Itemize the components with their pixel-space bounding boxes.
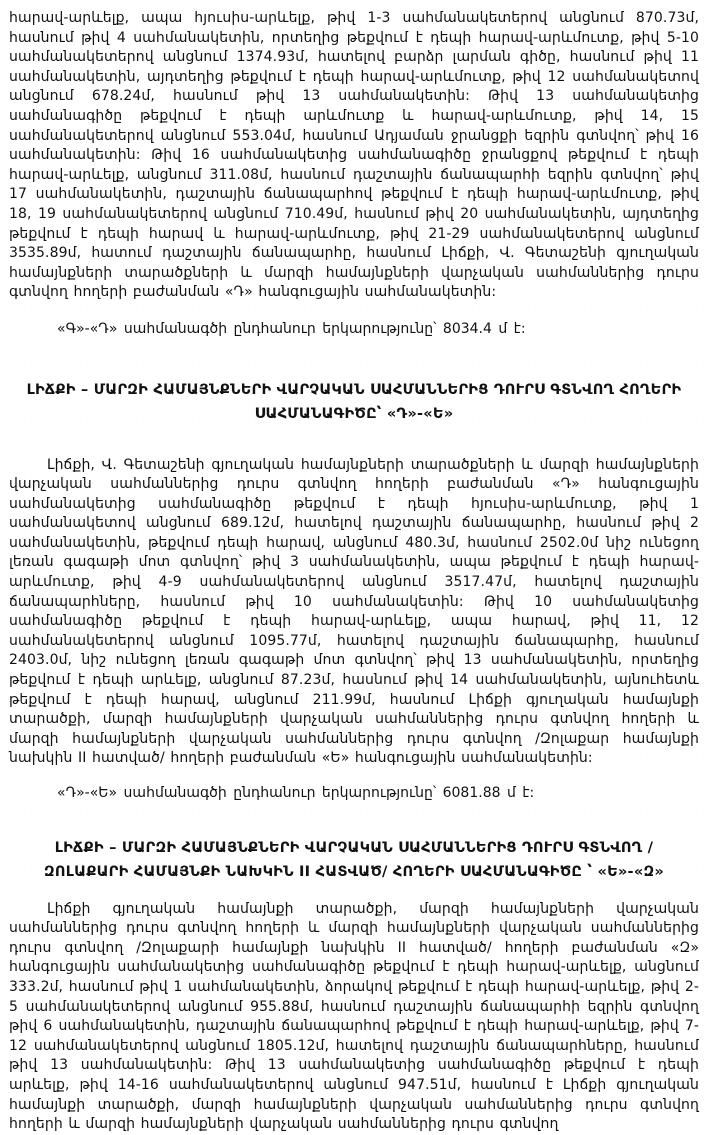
section-heading-ez: ԼԻՃՔԻ – ՄԱՐԶԻ ՀԱՄԱՅՆՔՆԵՐԻ ՎԱՐՉԱԿԱՆ ՍԱՀՄԱՆՆԵՐԻՑ ԴՈՒՐՍ ԳՏՆՎՈՂ /ԶՈԼԱՔԱՐԻ ՀԱՄԱՅՆՔԻ ՆԱԽԿԻՆ II ՀԱՏՎԱԾ/ ՀՈՂԵՐԻ ՍԱՀՄԱՆԱԳԻԾԸ ՝ «Ե»-«Զ» [44,838,664,880]
section-heading-de: ԼԻՃՔԻ – ՄԱՐԶԻ ՀԱՄԱՅՆՔՆԵՐԻ ՎԱՐՉԱԿԱՆ ՍԱՀՄԱՆՆԵՐԻՑ ԴՈՒՐՍ ԳՏՆՎՈՂ ՀՈՂԵՐԻ ՍԱՀՄԱՆԱԳԻԾԸ՝ «Դ»-«Ե» [26,380,682,422]
boundary-description-paragraph-de: Լիճքի, Վ. Գետաշենի գյուղական համայնքների տարածքների և մարզի համայնքների վարչական սահմաններից դուրս գտնվող հողերի բաժանման «Դ» հանգուցային սահմանակետից սահմանագիծը թեքվում է դեպի հյուսիս-արևմուտք, թիվ 1 սահմանակետով անցնում 689.12մ, հատելով դաշտային ճանապարհը, հասնում թիվ 2 սահմանակետին, թեքվում դեպի հարավ, անցնում 480.3մ, հասնում 2502.0մ նիշ ունեցող լեռան գագաթի մոտ գտնվող՝ թիվ 3 սահմանակետին, ապա թեքվում է դեպի հարավ-արևմուտք, թիվ 4-9 սահմանակետերով անցնում 3517.47մ, հատելով դաշտային ճանապարհները, հասնում թիվ 10 սահմանակետին: Թիվ 10 սահմանակետից սահմանագիծը թեքվում է դեպի հարավ-արևելք, ապա հարավ, թիվ 11, 12 սահմանակետերով անցնում 1095.77մ, հատելով դաշտային ճանապարհը, հասնում 2403.0մ, նիշ ունեցող լեռան գագաթի մոտ գտնվող՝ թիվ 13 սահմանակետին, որտեղից թեքվում է դեպի արևելք, անցնում 87.23մ, հասնում թիվ 14 սահմանակետին, այնուհետև թեքվում է դեպի հարավ, անցնում 211.99մ, հասնում Լիճքի գյուղական համայնքի տարածքի, մարզի համայնքների վարչական սահմաններից դուրս գտնվող հողերի և մարզի համայնքների վարչական սահմաններից դուրս գտնվող /Զոլաքար համայնքի նախկին II հատված/ հողերի բաժանման «Ե» հանգուցային սահմանակետին: [9,456,699,767]
boundary-description-paragraph-gd-continued: հարավ-արևելք, ապա հյուսիս-արևելք, թիվ 1-3 սահմանակետերով անցնում 870.73մ, հասնում թիվ 4 սահմանակետին, որտեղից թեքվում է դեպի հարավ-արևմուտք, թիվ 5-10 սահմանակետերով անցնում 1374.93մ, հատելով բարձր լարման գիծը, հասնում թիվ 11 սահմանակետին, այդտեղից թեքվում է դեպի հարավ-արևմուտք, թիվ 12 սահմանակետով անցնում 678.24մ, հասնում թիվ 13 սահմանակետին: Թիվ 13 սահմանակետից սահմանագիծը թեքվում է դեպի արևմուտք և հարավ-արևմուտք, թիվ 14, 15 սահմանակետերով անցնում 553.04մ, հասնում Ադյաման ջրանցքի եզրին գտնվող՝ թիվ 16 սահմանակետին: Թիվ 16 սահմանակետից սահմանագիծը ջրանցքով թեքվում է դեպի հարավ-արևելք, անցնում 311.08մ, հասնում դաշտային ճանապարհի եզրին գտնվող՝ թիվ 17 սահմանակետին, դաշտային ճանապարհով թեքվում է դեպի հարավ-արևմուտք, թիվ 18, 19 սահմանակետերով անցնում 710.49մ, հասնում թիվ 20 սահմանակետին, այդտեղից թեքվում է դեպի հարավ և հարավ-արևմուտք, թիվ 21-29 սահմանակետերով անցնում 3535.89մ, հատում դաշտային ճանապարհը, հասնում Լիճքի, Վ. Գետաշենի գյուղական համայնքների տարածքների և մարզի համայնքների վարչական սահմաններից դուրս գտնվող հողերի բաժանման «Դ» հանգուցային սահմանակետին: [9,10,699,301]
total-length-statement-de: «Դ»-«Ե» սահմանագծի ընդհանուր երկարությունը՝ 6081.88 մ է: [57,785,535,801]
boundary-description-paragraph-ez: Լիճքի գյուղական համայնքի տարածքի, մարզի համայնքների վարչական սահմաններից դուրս գտնվող հողերի և մարզի համայնքների վարչական սահմաններից դուրս գտնվող /Զոլաքարի համայնքի նախկին II հատված/ հողերի բաժանման «Զ» հանգուցային սահմանակետից սահմանագիծը թեքվում է դեպի հարավ-արևելք, անցնում 333.2մ, հասնում թիվ 1 սահմանակետին, ձորակով թեքվում է դեպի հարավ-արևելք, թիվ 2-5 սահմանակետերով անցնում 955.88մ, հասնում դաշտային ճանապարհի եզրին գտնվող թիվ 6 սահմանակետին, դաշտային ճանապարհով թեքվում է դեպի հարավ-արևելք, թիվ 7-12 սահմանակետերով անցնում 1805.12մ, հատելով դաշտային ճանապարհները, հասնում թիվ 13 սահմանակետին: Թիվ 13 սահմանակետից սահմանագիծը թեքվում է դեպի արևելք, թիվ 14-16 սահմանակետերով անցնում 947.51մ, հասնում է Լիճքի գյուղական համայնքի տարածքի, մարզի համայնքների վարչական սահմաններից դուրս գտնվող հողերի և մարզի համայնքների վարչական սահմաններից դուրս գտնվող [9,900,699,1133]
total-length-statement-gd: «Գ»-«Դ» սահմանագծի ընդհանուր երկարությունը՝ 8034.4 մ է: [57,320,526,337]
